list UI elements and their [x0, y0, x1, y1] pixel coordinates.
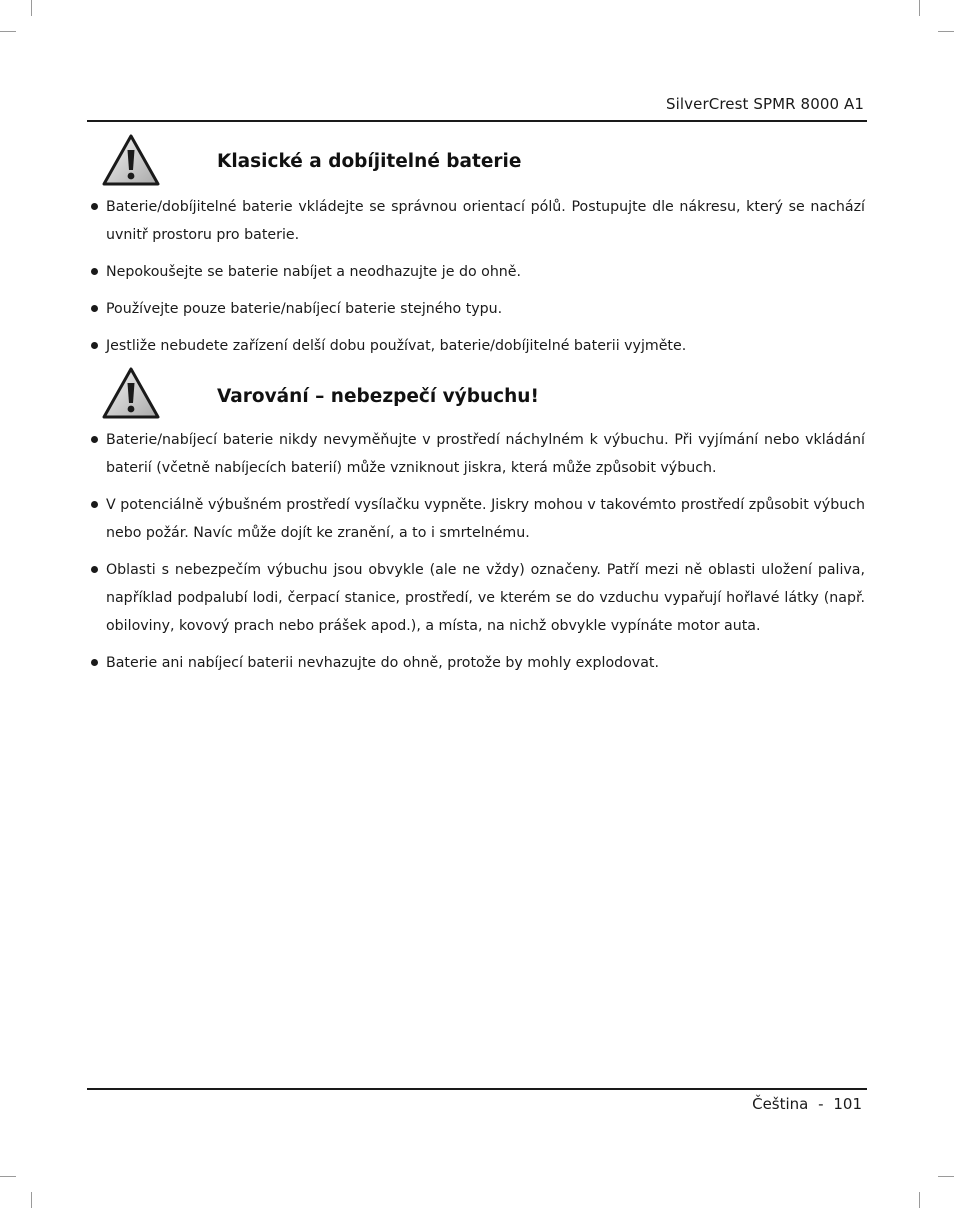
warning-triangle-icon [101, 133, 161, 187]
list-item: Baterie/dobíjitelné baterie vkládejte se správnou orientací pólů. Postupujte dle nákresu, který se nachází uvnitř prostoru pro baterie. [87, 193, 865, 249]
bullet-list [87, 426, 865, 677]
section-batteries [87, 133, 865, 369]
header-rule [87, 120, 867, 122]
footer-separator: - [818, 1095, 824, 1113]
list-item: Baterie ani nabíjecí baterii nevhazujte do ohně, protože by mohly explodovat. [87, 649, 865, 677]
list-item: Baterie/nabíjecí baterie nikdy nevyměňujte v prostředí náchylném k výbuchu. Při vyjímání nebo vkládání baterií (včetně nabíjecích baterií) může vzniknout jiskra, která může způsobit výbuch. [87, 426, 865, 482]
list-item: V potenciálně výbušném prostředí vysílačku vypněte. Jiskry mohou v takovémto prostředí způsobit výbuch nebo požár. Navíc může dojít ke zranění, a to i smrtelnému. [87, 491, 865, 547]
section-header [87, 366, 865, 424]
header-product-name: SilverCrest SPMR 8000 A1 [666, 95, 864, 113]
section-title: Klasické a dobíjitelné baterie [217, 151, 522, 172]
crop-mark [919, 0, 920, 16]
page-footer [752, 1095, 862, 1113]
crop-mark [0, 1176, 16, 1177]
footer-language: Čeština [752, 1095, 809, 1113]
crop-mark [31, 1192, 32, 1208]
crop-mark [938, 31, 954, 32]
crop-mark [31, 0, 32, 16]
bullet-list [87, 193, 865, 360]
list-item: Používejte pouze baterie/nabíjecí baterie stejného typu. [87, 295, 865, 323]
footer-rule [87, 1088, 867, 1090]
warning-triangle-icon [101, 366, 161, 420]
section-title: Varování – nebezpečí výbuchu! [217, 386, 539, 407]
crop-mark [938, 1176, 954, 1177]
crop-mark [0, 31, 16, 32]
section-header [87, 133, 865, 191]
page-number: 101 [833, 1095, 862, 1113]
crop-mark [919, 1192, 920, 1208]
list-item: Nepokoušejte se baterie nabíjet a neodhazujte je do ohně. [87, 258, 865, 286]
list-item: Oblasti s nebezpečím výbuchu jsou obvykle (ale ne vždy) označeny. Patří mezi ně oblasti uložení paliva, například podpalubí lodi, čerpací stanice, prostředí, ve kterém se do vzduchu vypařují hořlavé látky (např. obiloviny, kovový prach nebo prášek apod.), a místa, na nichž obvykle vypínáte motor auta. [87, 556, 865, 640]
section-explosion-warning [87, 366, 865, 686]
list-item: Jestliže nebudete zařízení delší dobu používat, baterie/dobíjitelné baterii vyjměte. [87, 332, 865, 360]
